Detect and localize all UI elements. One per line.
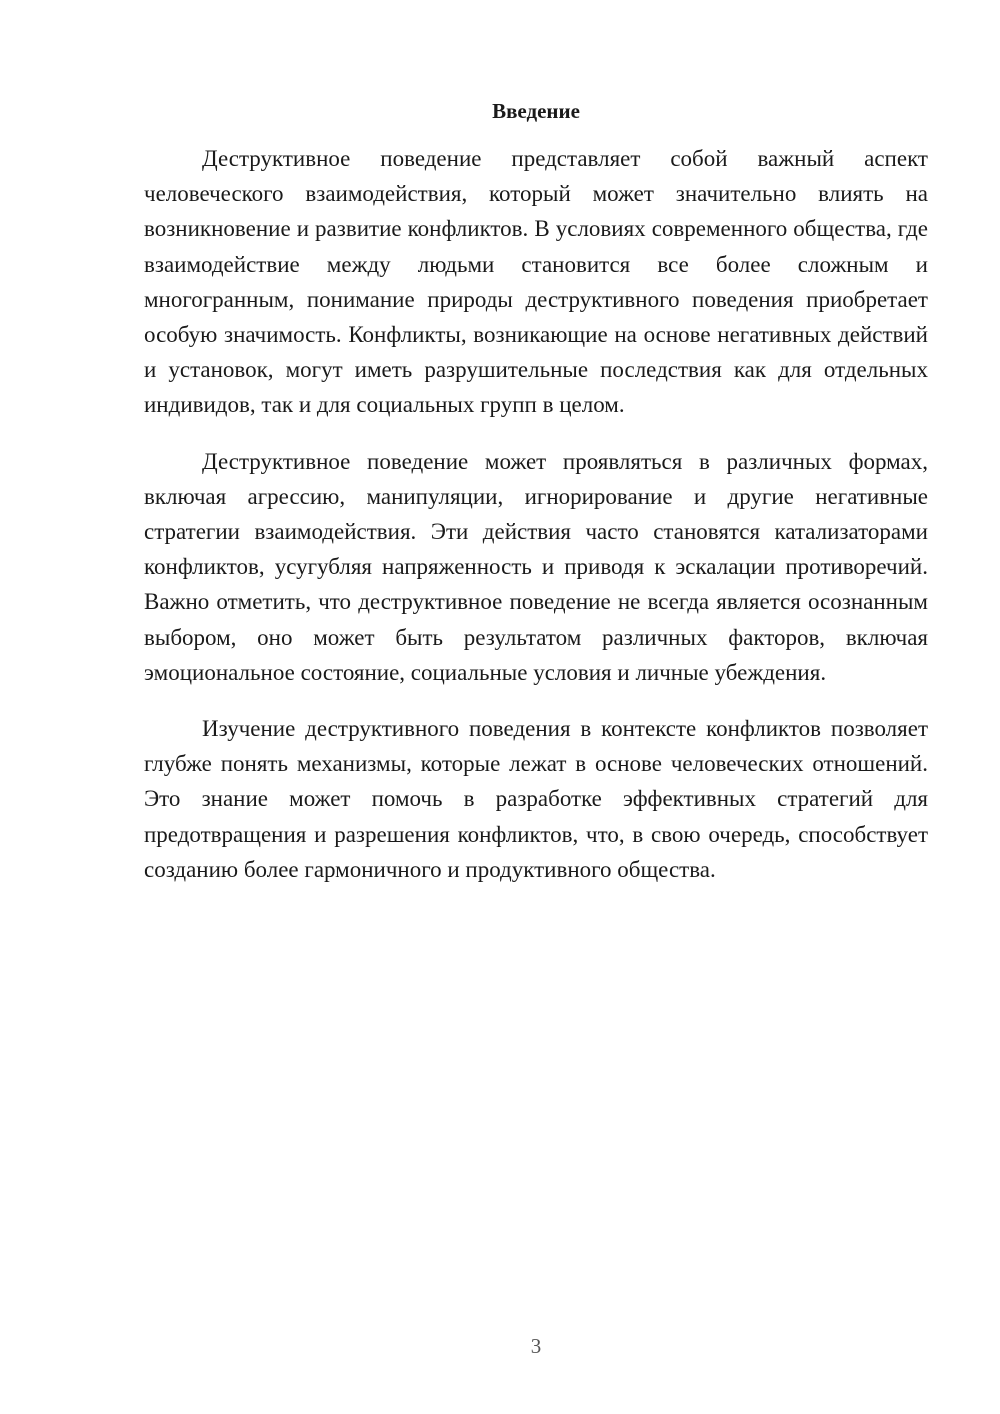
- section-heading: Введение: [492, 99, 580, 123]
- paragraph-1: Деструктивное поведение представляет собой важный аспект человеческого взаимодействия, который может значительно влиять на возникновение и развитие конфликтов. В условиях современного общества, где взаимодействие между людьми становится все более сложным и многогранным, понимание природы деструктивного поведения приобретает особую значимость. Конфликты, возникающие на основе негативных действий и установок, могут иметь разрушительные последствия как для отдельных индивидов, так и для социальных групп в целом.: [144, 146, 928, 418]
- paragraph-2: Деструктивное поведение может проявляться в различных формах, включая агрессию, манипуляции, игнорирование и другие негативные стратегии взаимодействия. Эти действия часто становятся катализаторами конфликтов, усугубляя напряженность и приводя к эскалации противоречий. Важно отметить, что деструктивное поведение не всегда является осознанным выбором, оно может быть результатом различных факторов, включая эмоциональное состояние, социальные условия и личные убеждения.: [144, 448, 928, 685]
- page-number: 3: [530, 1334, 542, 1358]
- body-text: [144, 141, 928, 908]
- paragraph-3: Изучение деструктивного поведения в контексте конфликтов позволяет глубже понять механизмы, которые лежат в основе человеческих отношений. Это знание может помочь в разработке эффективных стратегий для предотвращения и разрешения конфликтов, что, в свою очередь, способствует созданию более гармоничного и продуктивного общества.: [144, 716, 928, 882]
